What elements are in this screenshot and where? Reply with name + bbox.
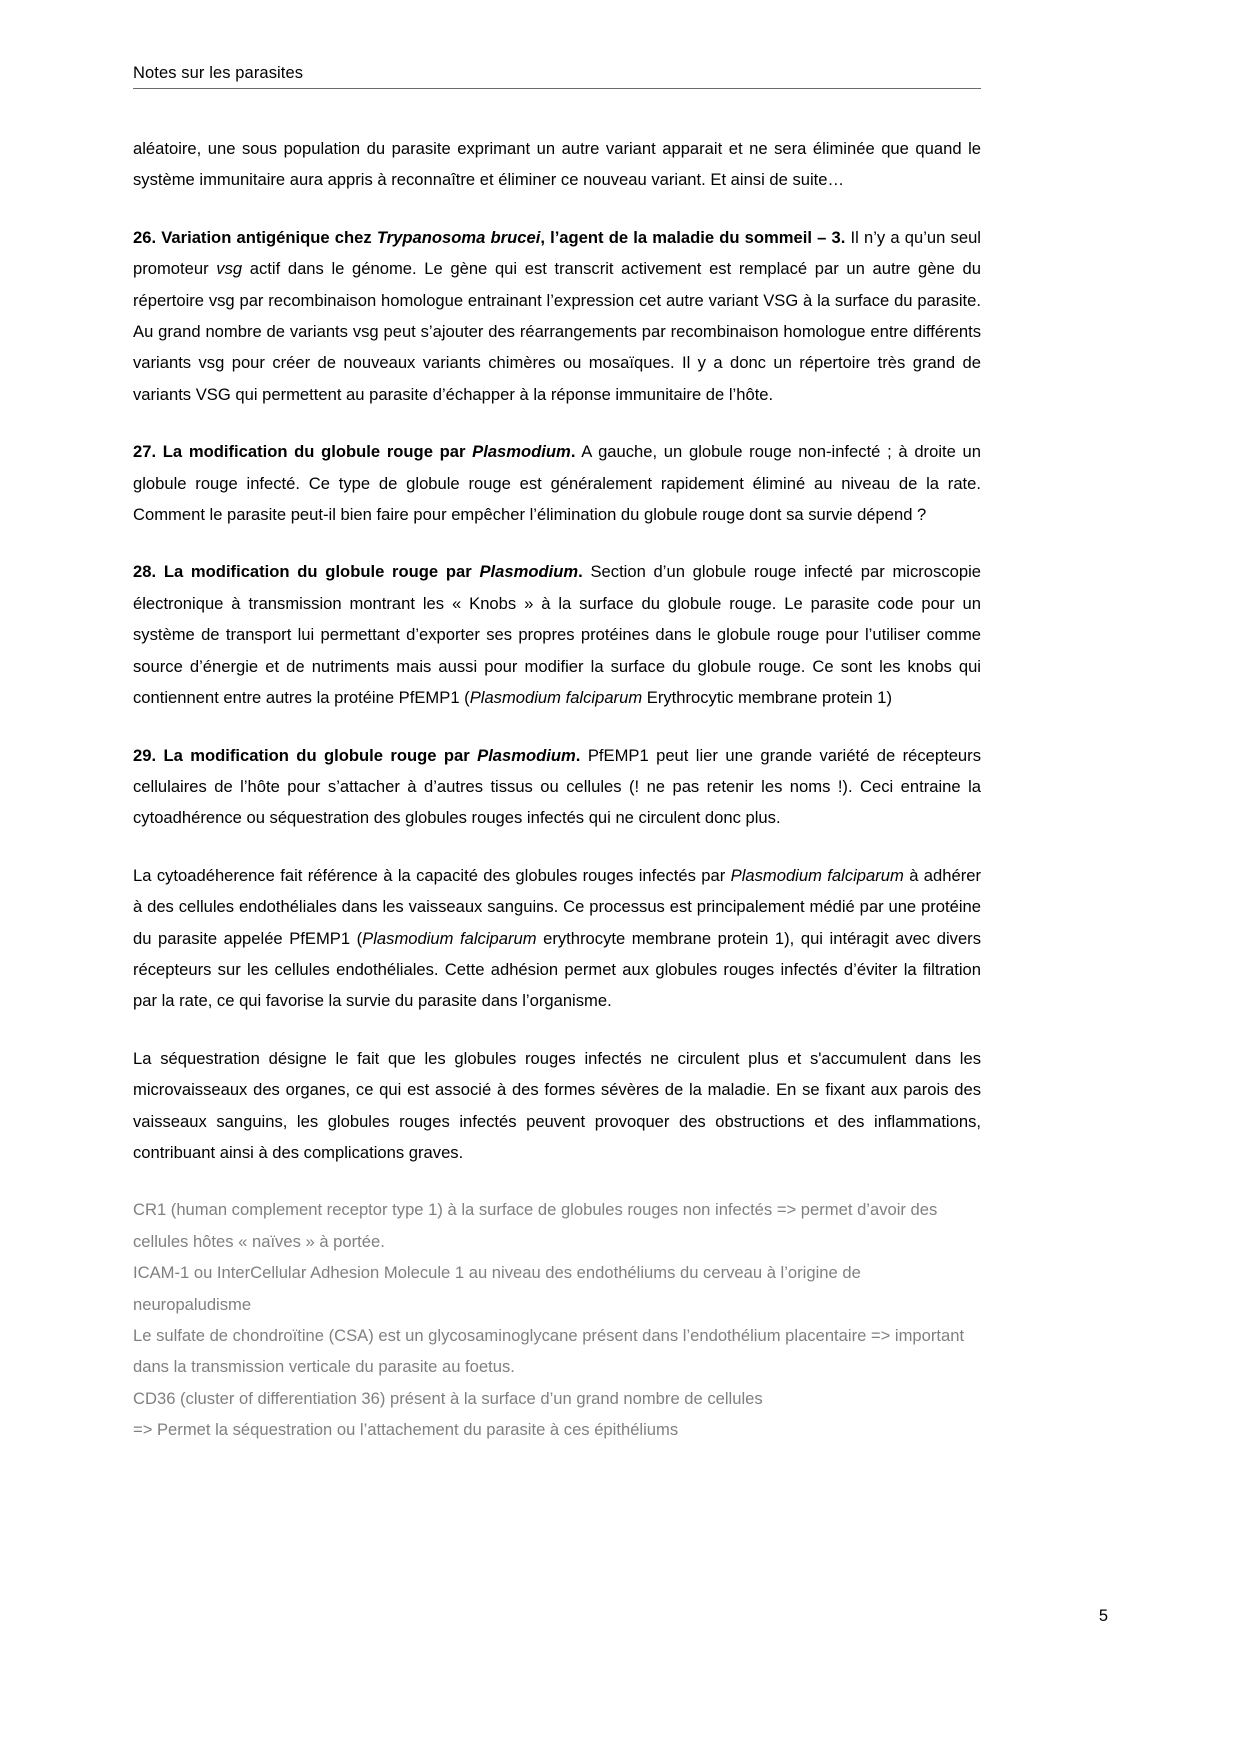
grey-notes-block	[133, 1194, 981, 1445]
cytoadherence-part3: erythrocyte membrane protein 1), qui intéragit avec divers récepteurs sur les cellules endothéliales. Cette adhésion permet aux globules rouges infectés d’éviter la filtration par la rate, ce qui favorise la survie du parasite dans l’organisme.	[133, 928, 982, 1011]
section-27-number: 27.	[133, 442, 157, 462]
section-28-number: 28.	[133, 562, 157, 582]
section-28-heading-species: Plasmodium	[479, 562, 579, 582]
page-header	[133, 62, 981, 89]
section-26-heading-species: Trypanosoma brucei	[376, 227, 541, 247]
section-29-text: PfEMP1 peut lier une grande variété de récepteurs cellulaires de l’hôte pour s’attacher à d’autres tissus ou cellules (! ne pas retenir les noms !). Ceci entraine la cytoadhérence ou séquestration des globules rouges infectés qui ne circulent donc plus.	[133, 745, 981, 828]
section-29-heading-species: Plasmodium	[477, 745, 576, 765]
header-title: Notes sur les parasites	[133, 64, 304, 82]
section-26-text-part1: Il n’y a qu’un seul promoteur	[133, 227, 981, 279]
page-number: 5	[1098, 1607, 1108, 1625]
header-divider	[133, 88, 981, 89]
cytoadherence-part1: La cytoadéherence fait référence à la capacité des globules rouges infectés par	[133, 865, 731, 885]
section-26-gene-name: vsg	[216, 259, 243, 279]
section-27-heading-tail: .	[570, 442, 576, 462]
section-26-heading-lead: Variation antigénique chez	[156, 227, 377, 247]
section-28-heading-tail: .	[578, 562, 583, 582]
section-28-heading-lead: La modification du globule rouge par	[156, 562, 480, 582]
section-29-heading-lead: La modification du globule rouge par	[156, 745, 478, 765]
paragraph-cytoadherence	[133, 860, 981, 1017]
cytoadherence-part2: à adhérer à des cellules endothéliales dans les vaisseaux sanguins. Ce processus est principalement médié par une protéine du parasite appelée PfEMP1 (	[133, 865, 982, 948]
section-27-heading-species: Plasmodium	[472, 442, 571, 462]
grey-note-line: Le sulfate de chondroïtine (CSA) est un glycosaminoglycane présent dans l’endothélium placentaire => important dans la transmission verticale du parasite au foetus.	[133, 1326, 965, 1377]
section-28	[133, 556, 981, 713]
section-29	[133, 740, 981, 834]
grey-note-line: CD36 (cluster of differentiation 36) présent à la surface d’un grand nombre de cellules	[133, 1388, 763, 1408]
grey-note-line: CR1 (human complement receptor type 1) à la surface de globules rouges non infectés => permet d’avoir des cellules hôtes « naïves » à portée.	[133, 1200, 938, 1251]
section-27	[133, 436, 981, 530]
cytoadherence-species-2: Plasmodium falciparum	[362, 928, 537, 948]
section-26-number: 26.	[133, 227, 157, 247]
paragraph-intro: aléatoire, une sous population du parasite exprimant un autre variant apparait et ne sera éliminée que quand le système immunitaire aura appris à reconnaître et éliminer ce nouveau variant. Et ainsi de suite…	[133, 139, 981, 190]
grey-note-line: => Permet la séquestration ou l’attachement du parasite à ces épithéliums	[133, 1420, 679, 1440]
section-26-text-part2: actif dans le génome. Le gène qui est transcrit activement est remplacé par un autre gène du répertoire vsg par recombinaison homologue entrainant l’expression cet autre variant VSG à la surface du parasite. Au grand nombre de variants vsg peut s’ajouter des réarrangements par recombinaison homologue entre différents variants vsg pour créer de nouveaux variants chimères ou mosaïques. Il y a donc un répertoire très grand de variants VSG qui permettent au parasite d’échapper à la réponse immunitaire de l’hôte.	[133, 259, 981, 404]
paragraph-sequestration: La séquestration désigne le fait que les globules rouges infectés ne circulent plus et s'accumulent dans les microvaisseaux des organes, ce qui est associé à des formes sévères de la maladie. En se fixant aux parois des vaisseaux sanguins, les globules rouges infectés peuvent provoquer des obstructions et des inflammations, contribuant ainsi à des complications graves.	[133, 1048, 981, 1162]
grey-note-line: ICAM-1 ou InterCellular Adhesion Molecule 1 au niveau des endothéliums du cerveau à l’origine de neuropaludisme	[133, 1263, 861, 1314]
section-29-number: 29.	[133, 745, 157, 765]
document-body	[133, 133, 981, 1446]
section-29-heading-tail: .	[575, 745, 581, 765]
section-28-text-part1: Section d’un globule rouge infecté par microscopie électronique à transmission montrant les « Knobs » à la surface du globule rouge. Le parasite code pour un système de transport lui permettant d’exporter ses propres protéines dans le globule rouge pour l’utiliser comme source d’énergie et de nutriments mais aussi pour modifier la surface du globule rouge. Ce sont les knobs qui contiennent entre autres la protéine PfEMP1 (	[133, 562, 981, 708]
section-26-heading-tail: , l’agent de la maladie du sommeil – 3.	[540, 227, 846, 247]
section-28-text-part2: Erythrocytic membrane protein 1)	[642, 688, 893, 708]
section-26	[133, 222, 981, 410]
section-27-heading-lead: La modification du globule rouge par	[156, 442, 473, 462]
section-28-species-name: Plasmodium falciparum	[469, 688, 643, 708]
cytoadherence-species-1: Plasmodium falciparum	[730, 865, 904, 885]
section-27-text: A gauche, un globule rouge non-infecté ; à droite un globule rouge infecté. Ce type de globule rouge est généralement rapidement éliminé au niveau de la rate. Comment le parasite peut-il bien faire pour empêcher l’élimination du globule rouge dont sa survie dépend ?	[133, 442, 981, 525]
